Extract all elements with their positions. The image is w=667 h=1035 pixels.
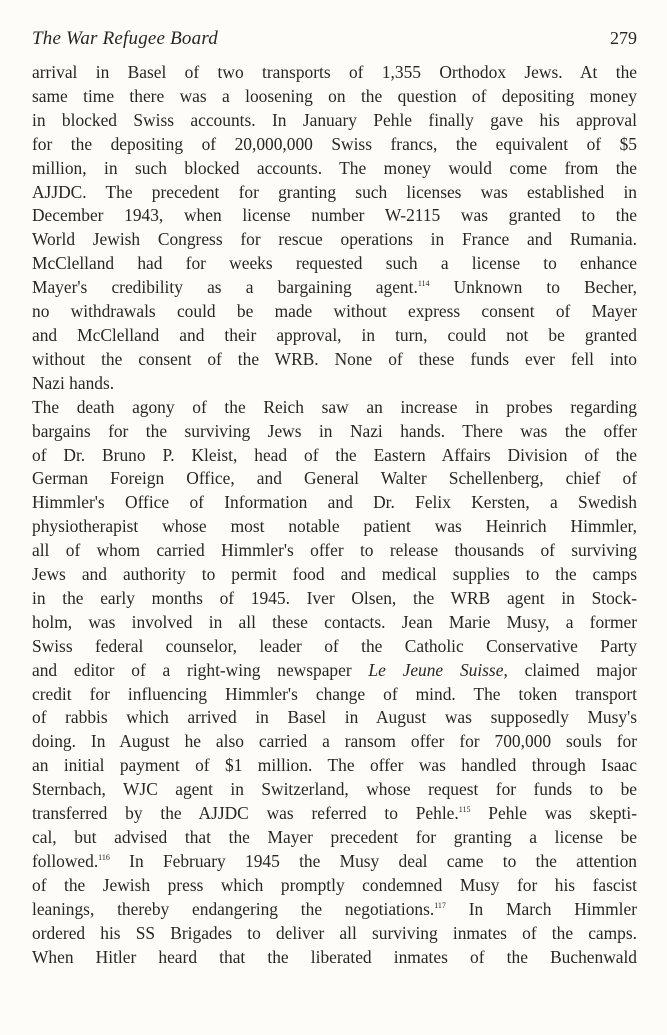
- text-line-with-footnote: [32, 276, 637, 300]
- text-line: an initial payment of $1 million. The offer was handled through Isaac: [32, 755, 637, 776]
- footnote-marker-116: 116: [98, 853, 110, 863]
- line-text: transferred by the AJJDC was referred to Pehle.: [32, 803, 459, 824]
- text-line-with-italic-title: [32, 659, 637, 683]
- body-text: [32, 61, 637, 969]
- text-line: bargains for the surviving Jews in Nazi hands. There was the offer: [32, 420, 637, 441]
- text-line: cal, but advised that the Mayer precedent for granting a license be: [32, 827, 637, 847]
- text-line: December 1943, when license number W-2115 was granted to the: [32, 205, 637, 226]
- paragraph-1: [32, 61, 637, 396]
- text-line: holm, was involved in all these contacts. Jean Marie Musy, a former: [32, 611, 637, 632]
- line-text: followed.: [32, 850, 99, 871]
- text-line-with-footnote: [32, 850, 637, 874]
- text-line: of rabbis which arrived in Basel in August was supposedly Musy's: [32, 707, 637, 728]
- text-line: Himmler's Office of Information and Dr. Felix Kersten, a Swedish: [32, 492, 637, 513]
- text-line-with-footnote: [32, 898, 637, 922]
- text-line: in the early months of 1945. Iver Olsen, the WRB agent in Stock-: [32, 587, 637, 608]
- line-text: leanings, thereby endangering the negotiations.: [32, 898, 435, 919]
- line-text: In March Himmler: [445, 898, 637, 919]
- text-line: physiotherapist whose most notable patient was Heinrich Himmler,: [32, 516, 637, 537]
- line-text: Mayer's credibility as a bargaining agent.: [32, 277, 418, 298]
- text-line: Swiss federal counselor, leader of the Catholic Conservative Party: [32, 635, 637, 656]
- line-text: , claimed major: [503, 659, 637, 680]
- text-line: The death agony of the Reich saw an increase in probes regarding: [32, 396, 637, 417]
- footnote-marker-117: 117: [434, 900, 446, 910]
- text-line: World Jewish Congress for rescue operations in France and Rumania.: [32, 229, 637, 250]
- text-line-with-footnote: [32, 802, 637, 826]
- text-line: same time there was a loosening on the question of depositing money: [32, 85, 637, 106]
- text-line: of the Jewish press which promptly condemned Musy for his fascist: [32, 874, 637, 895]
- running-title: The War Refugee Board: [32, 28, 218, 49]
- text-line: million, in such blocked accounts. The money would come from the: [32, 157, 637, 178]
- newspaper-title: Le Jeune Suisse: [368, 659, 504, 680]
- line-text: Pehle was skepti-: [470, 803, 637, 824]
- running-head: [32, 26, 637, 51]
- text-line: AJJDC. The precedent for granting such licenses was established in: [32, 181, 637, 202]
- line-text: In February 1945 the Musy deal came to the attention: [109, 850, 637, 871]
- line-text: and editor of a right-wing newspaper: [32, 659, 352, 680]
- paragraph-2: [32, 396, 637, 970]
- text-line: German Foreign Office, and General Walter Schellenberg, chief of: [32, 468, 637, 489]
- text-line: When Hitler heard that the liberated inmates of the Buchenwald: [32, 946, 637, 967]
- text-line: no withdrawals could be made without express consent of Mayer: [32, 301, 637, 322]
- text-line: McClelland had for weeks requested such a license to enhance: [32, 253, 637, 274]
- text-line: Jews and authority to permit food and medical supplies to the camps: [32, 564, 637, 585]
- text-line: all of whom carried Himmler's offer to release thousands of surviving: [32, 540, 637, 561]
- text-line: Nazi hands.: [32, 372, 115, 393]
- page-number: 279: [610, 28, 637, 48]
- text-line: arrival in Basel of two transports of 1,355 Orthodox Jews. At the: [32, 62, 637, 82]
- text-line: ordered his SS Brigades to deliver all surviving inmates of the camps.: [32, 922, 637, 943]
- text-line: without the consent of the WRB. None of these funds ever fell into: [32, 348, 637, 369]
- text-line: Sternbach, WJC agent in Switzerland, whose request for funds to be: [32, 779, 637, 800]
- text-line: in blocked Swiss accounts. In January Pehle finally gave his approval: [32, 109, 637, 130]
- footnote-marker-115: 115: [458, 805, 471, 815]
- text-line: of Dr. Bruno P. Kleist, head of the Eastern Affairs Division of the: [32, 444, 637, 465]
- text-line: credit for influencing Himmler's change of mind. The token transport: [32, 683, 637, 704]
- text-line: for the depositing of 20,000,000 Swiss francs, the equivalent of $5: [32, 133, 637, 154]
- text-line: doing. In August he also carried a ransom offer for 700,000 souls for: [32, 731, 637, 752]
- footnote-marker-114: 114: [417, 279, 430, 289]
- line-text: Unknown to Becher,: [429, 277, 637, 298]
- text-line: and McClelland and their approval, in turn, could not be granted: [32, 324, 637, 345]
